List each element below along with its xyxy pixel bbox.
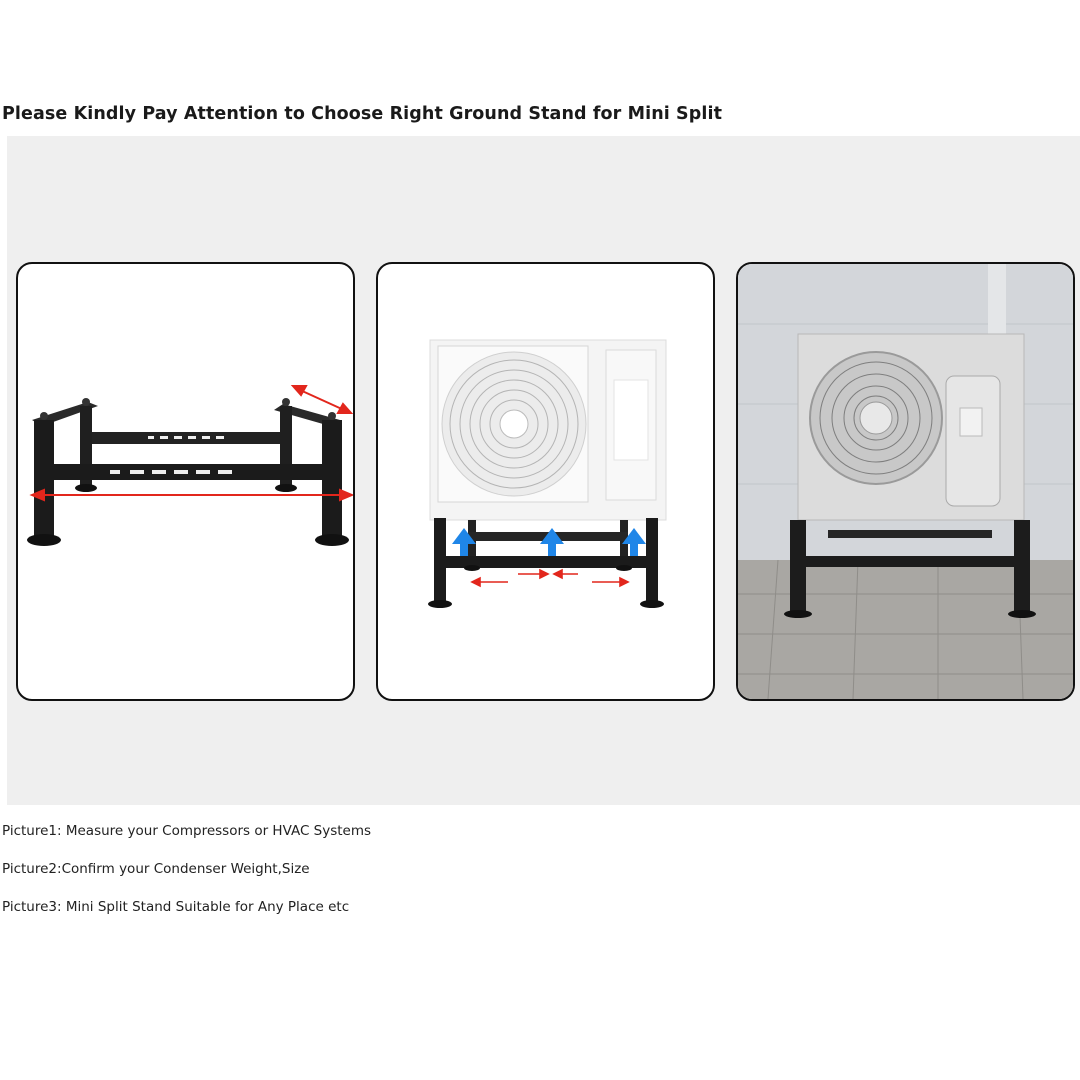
caption-picture-1: Picture1: Measure your Compressors or HVAC Systems bbox=[2, 823, 372, 839]
panel-condenser-on-stand bbox=[376, 262, 715, 701]
condenser-on-stand-image bbox=[378, 264, 713, 699]
panel-outdoor-install bbox=[736, 262, 1075, 701]
page-title: Please Kindly Pay Attention to Choose Right Ground Stand for Mini Split bbox=[2, 104, 723, 124]
caption-picture-2: Picture2:Confirm your Condenser Weight,Size bbox=[2, 861, 310, 877]
product-banner bbox=[7, 136, 1080, 805]
caption-picture-3: Picture3: Mini Split Stand Suitable for Any Place etc bbox=[2, 899, 350, 915]
outdoor-installation-photo bbox=[738, 264, 1073, 699]
stand-with-measure-arrows-image bbox=[18, 264, 353, 699]
caption-list bbox=[2, 822, 371, 936]
panel-measure-stand bbox=[16, 262, 355, 701]
